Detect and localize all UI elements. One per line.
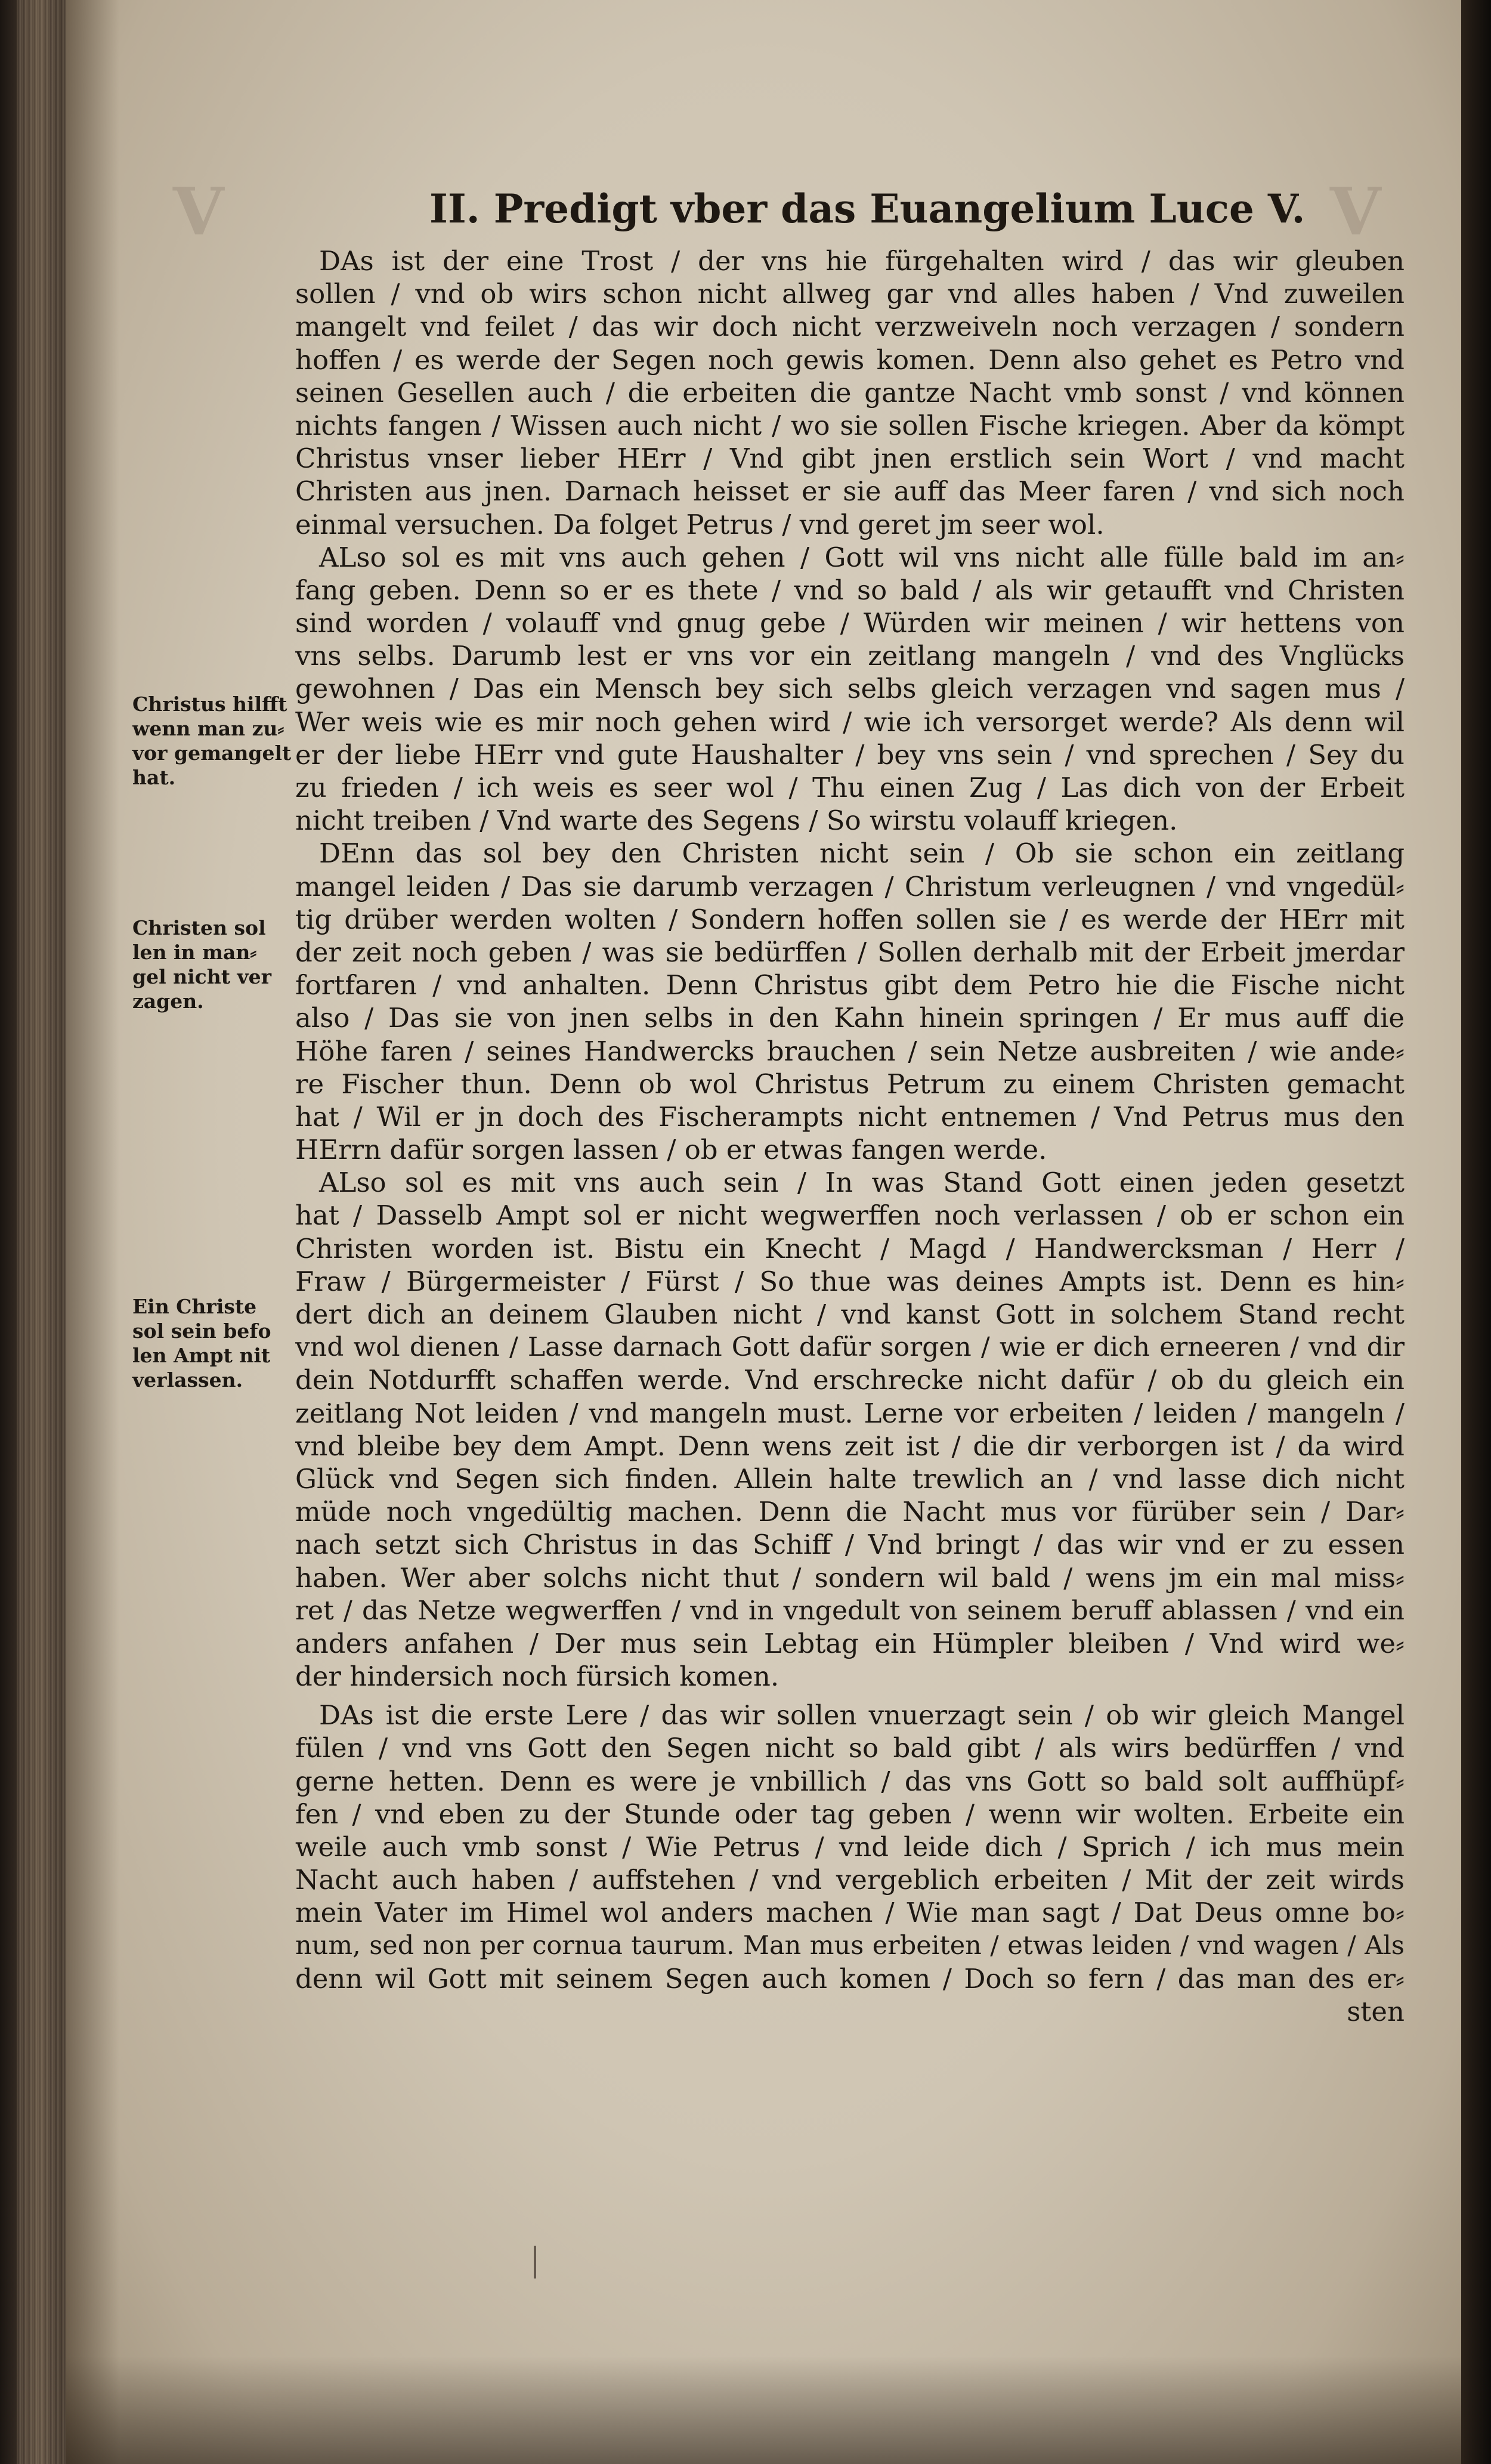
margin-note-line: sol sein befo <box>132 1319 271 1343</box>
text-line: ALso sol es mit vns auch gehen / Gott wil vns nicht alle fülle bald im an⸗ <box>319 541 1405 573</box>
text-line: re Fischer thun. Denn ob wol Christus Petrum zu einem Christen gemacht <box>295 1068 1405 1100</box>
text-line: also / Das sie von jnen selbs in den Kahn hinein springen / Er mus auff die <box>295 1002 1405 1034</box>
text-line: einmal versuchen. Da folget Petrus / vnd geret jm seer wol. <box>295 508 1105 540</box>
text-line: der zeit noch geben / was sie bedürffen / Sollen derhalb mit der Erbeit jmerdar <box>295 936 1405 968</box>
text-block <box>295 245 1405 2028</box>
text-line: dein Notdurfft schaffen werde. Vnd erschrecke nicht dafür / ob du gleich ein <box>295 1364 1405 1396</box>
gutter-shadow <box>66 0 119 2464</box>
bleed-through-right: V <box>1330 173 1381 250</box>
margin-note-line: vor gemangelt <box>132 741 292 765</box>
margin-note-line: Christus hilfft <box>132 692 287 716</box>
text-line: Höhe faren / seines Handwercks brauchen / sein Netze ausbreiten / wie ande⸗ <box>295 1035 1405 1067</box>
right-edge <box>1461 0 1491 2464</box>
text-line: Wer weis wie es mir noch gehen wird / wie ich versorget werde? Als denn wil <box>295 706 1405 738</box>
text-line: DEnn das sol bey den Christen nicht sein / Ob sie schon ein zeitlang <box>319 837 1405 870</box>
text-line: denn wil Gott mit seinem Segen auch komen / Doch so fern / das man des er⸗ <box>295 1962 1405 1995</box>
text-line: Christen aus jnen. Darnach heisset er sie auff das Meer faren / vnd sich noch <box>295 475 1405 508</box>
text-line: Nacht auch haben / auffstehen / vnd vergeblich erbeiten / Mit der zeit wirds <box>295 1864 1405 1896</box>
text-line: Glück vnd Segen sich finden. Allein halte trewlich an / vnd lasse dich nicht <box>295 1463 1405 1495</box>
margin-note-line: len in man⸗ <box>132 941 257 964</box>
text-line: hat / Dasselb Ampt sol er nicht wegwerffen noch verlassen / ob er schon ein <box>295 1199 1405 1232</box>
text-line: ALso sol es mit vns auch sein / In was Stand Gott einen jeden gesetzt <box>319 1167 1405 1199</box>
text-line: haben. Wer aber solchs nicht thut / sondern wil bald / wens jm ein mal miss⸗ <box>295 1562 1405 1594</box>
text-line: fortfaren / vnd anhalten. Denn Christus gibt dem Petro hie die Fische nicht <box>295 969 1405 1001</box>
margin-note-line: zagen. <box>132 990 204 1013</box>
margin-note-line: Ein Christe <box>132 1295 257 1318</box>
text-line: nichts fangen / Wissen auch nicht / wo sie sollen Fische kriegen. Aber da kömpt <box>295 409 1405 441</box>
text-line: sind worden / volauff vnd gnug gebe / Würden wir meinen / wir hettens von <box>295 607 1405 639</box>
margin-note <box>132 692 293 790</box>
margin-note <box>132 1294 293 1392</box>
text-line: DAs ist der eine Trost / der vns hie fürgehalten wird / das wir gleuben <box>319 245 1405 277</box>
margin-note-line: Christen sol <box>132 916 266 939</box>
text-line: num, sed non per cornua taurum. Man mus erbeiten / etwas leiden / vnd wagen / Als <box>295 1930 1405 1961</box>
running-header: II. Predigt vber das Euangelium Luce V. <box>429 186 1306 232</box>
text-line: gewohnen / Das ein Mensch bey sich selbs gleich verzagen vnd sagen mus / <box>295 673 1405 705</box>
text-line: seinen Gesellen auch / die erbeiten die gantze Nacht vmb sonst / vnd können <box>295 376 1405 409</box>
margin-note-line: gel nicht ver <box>132 965 271 988</box>
text-line: fen / vnd eben zu der Stunde oder tag geben / wenn wir wolten. Erbeite ein <box>295 1798 1405 1830</box>
text-line: nach setzt sich Christus in das Schiff / Vnd bringt / das wir vnd er zu essen <box>295 1529 1405 1561</box>
text-line: der hindersich noch fürsich komen. <box>295 1661 779 1693</box>
text-line: zeitlang Not leiden / vnd mangeln must. Lerne vor erbeiten / leiden / mangeln / <box>295 1397 1405 1429</box>
bottom-shadow <box>66 2356 1461 2464</box>
ink-mark <box>534 2246 536 2278</box>
text-line: fülen / vnd vns Gott den Segen nicht so bald gibt / als wirs bedürffen / vnd <box>295 1732 1405 1764</box>
text-line: vns selbs. Darumb lest er vns vor ein zeitlang mangeln / vnd des Vnglücks <box>295 640 1405 672</box>
text-line: ret / das Netze wegwerffen / vnd in vngedult von seinem beruff ablassen / vnd ein <box>295 1595 1405 1626</box>
text-line: mangel leiden / Das sie darumb verzagen / Christum verleugnen / vnd vngedül⸗ <box>295 870 1405 902</box>
margin-note-line: verlassen. <box>132 1368 243 1392</box>
text-line: mein Vater im Himel wol anders machen / Wie man sagt / Dat Deus omne bo⸗ <box>295 1897 1405 1929</box>
text-line: tig drüber werden wolten / Sondern hoffen sollen sie / es werde der HErr mit <box>295 903 1405 935</box>
text-line: müde noch vngedültig machen. Denn die Nacht mus vor fürüber sein / Dar⸗ <box>295 1496 1405 1528</box>
catchword: sten <box>1347 1995 1405 2027</box>
margin-note <box>132 916 293 1013</box>
text-line: fang geben. Denn so er es thete / vnd so bald / als wir getaufft vnd Christen <box>295 574 1405 606</box>
text-line: hat / Wil er jn doch des Fischerampts nicht entnemen / Vnd Petrus mus den <box>295 1100 1405 1133</box>
text-line: Fraw / Bürgermeister / Fürst / So thue was deines Ampts ist. Denn es hin⸗ <box>295 1265 1405 1297</box>
text-line: anders anfahen / Der mus sein Lebtag ein Hümpler bleiben / Vnd wird we⸗ <box>295 1627 1405 1659</box>
text-line: HErrn dafür sorgen lassen / ob er etwas fangen werde. <box>295 1134 1047 1166</box>
text-line: DAs ist die erste Lere / das wir sollen vnuerzagt sein / ob wir gleich Mangel <box>319 1699 1405 1732</box>
text-line: vnd bleibe bey dem Ampt. Denn wens zeit ist / die dir verborgen ist / da wird <box>295 1430 1405 1462</box>
text-line: zu frieden / ich weis es seer wol / Thu einen Zug / Las dich von der Erbeit <box>295 772 1405 803</box>
margin-note-line: hat. <box>132 766 176 789</box>
text-line: mangelt vnd feilet / das wir doch nicht verzweiveln noch verzagen / sondern <box>295 311 1405 343</box>
bleed-through-left: V <box>173 173 224 250</box>
text-line: nicht treiben / Vnd warte des Segens / So wirstu volauff kriegen. <box>295 805 1178 837</box>
text-line: Christus vnser lieber HErr / Vnd gibt jnen erstlich sein Wort / vnd macht <box>295 443 1405 475</box>
margin-note-line: wenn man zu⸗ <box>132 717 284 740</box>
text-line: hoffen / es werde der Segen noch gewis komen. Denn also gehet es Petro vnd <box>295 344 1405 376</box>
text-line: vnd wol dienen / Lasse darnach Gott dafür sorgen / wie er dich erneeren / vnd dir <box>295 1332 1405 1363</box>
text-line: Christen worden ist. Bistu ein Knecht / Magd / Handwercksman / Herr / <box>295 1232 1405 1265</box>
text-line: weile auch vmb sonst / Wie Petrus / vnd leide dich / Sprich / ich mus mein <box>295 1831 1405 1863</box>
text-line: sollen / vnd ob wirs schon nicht allweg gar vnd alles haben / Vnd zuweilen <box>295 278 1405 310</box>
text-line: er der liebe HErr vnd gute Haushalter / bey vns sein / vnd sprechen / Sey du <box>295 738 1405 771</box>
text-line: dert dich an deinem Glauben nicht / vnd kanst Gott in solchem Stand recht <box>295 1299 1405 1330</box>
text-line: gerne hetten. Denn es were je vnbillich / das vns Gott so bald solt auffhüpf⸗ <box>295 1765 1405 1797</box>
margin-note-line: len Ampt nit <box>132 1344 271 1367</box>
